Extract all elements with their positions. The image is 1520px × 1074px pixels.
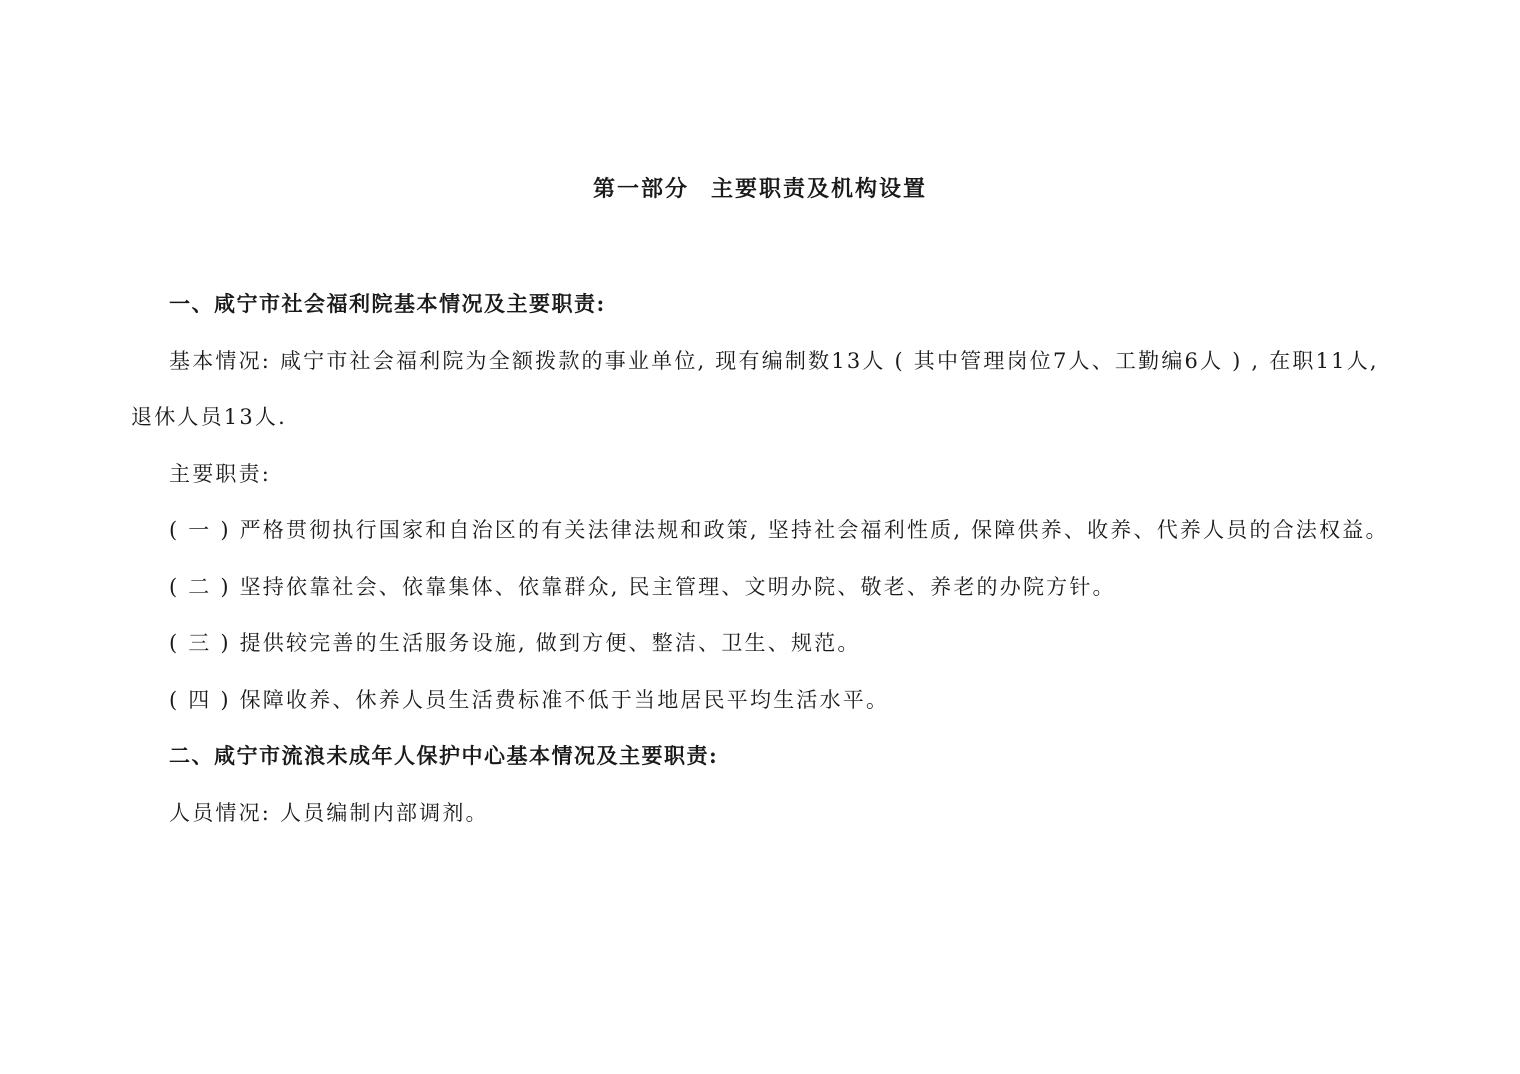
section1-duties-label: 主要职责: [169, 461, 272, 486]
duty-item-3: ( 三 ) 提供较完善的生活服务设施, 做到方便、整洁、卫生、规范。 [169, 631, 861, 655]
section2-heading: 二、咸宁市流浪未成年人保护中心基本情况及主要职责: [169, 743, 719, 768]
document-body [131, 276, 1389, 841]
title-part: 第一部分 [592, 176, 689, 202]
duty-item-1: ( 一 ) 严格贯彻执行国家和自治区的有关法律法规和政策, 坚持社会福利性质, 保障供养、收养、代养人员的合法权益。 [169, 518, 1389, 542]
section2-staff-info: 人员情况: 人员编制内部调剂。 [169, 800, 489, 825]
title-main: 主要职责及机构设置 [711, 176, 928, 202]
duty-item-2: ( 二 ) 坚持依靠社会、依靠集体、依靠群众, 民主管理、文明办院、敬老、养老的办院方针。 [169, 574, 1116, 599]
section1-heading: 一、咸宁市社会福利院基本情况及主要职责: [169, 291, 606, 316]
section1-basic-info: 基本情况: 咸宁市社会福利院为全额拨款的事业单位, 现有编制数13人 ( 其中管理岗位7人、工勤编6人 ) , 在职11人, 退休人员13人. [131, 348, 1379, 429]
page-title [0, 172, 1520, 206]
duty-item-4: ( 四 ) 保障收养、休养人员生活费标准不低于当地居民平均生活水平。 [169, 687, 890, 712]
